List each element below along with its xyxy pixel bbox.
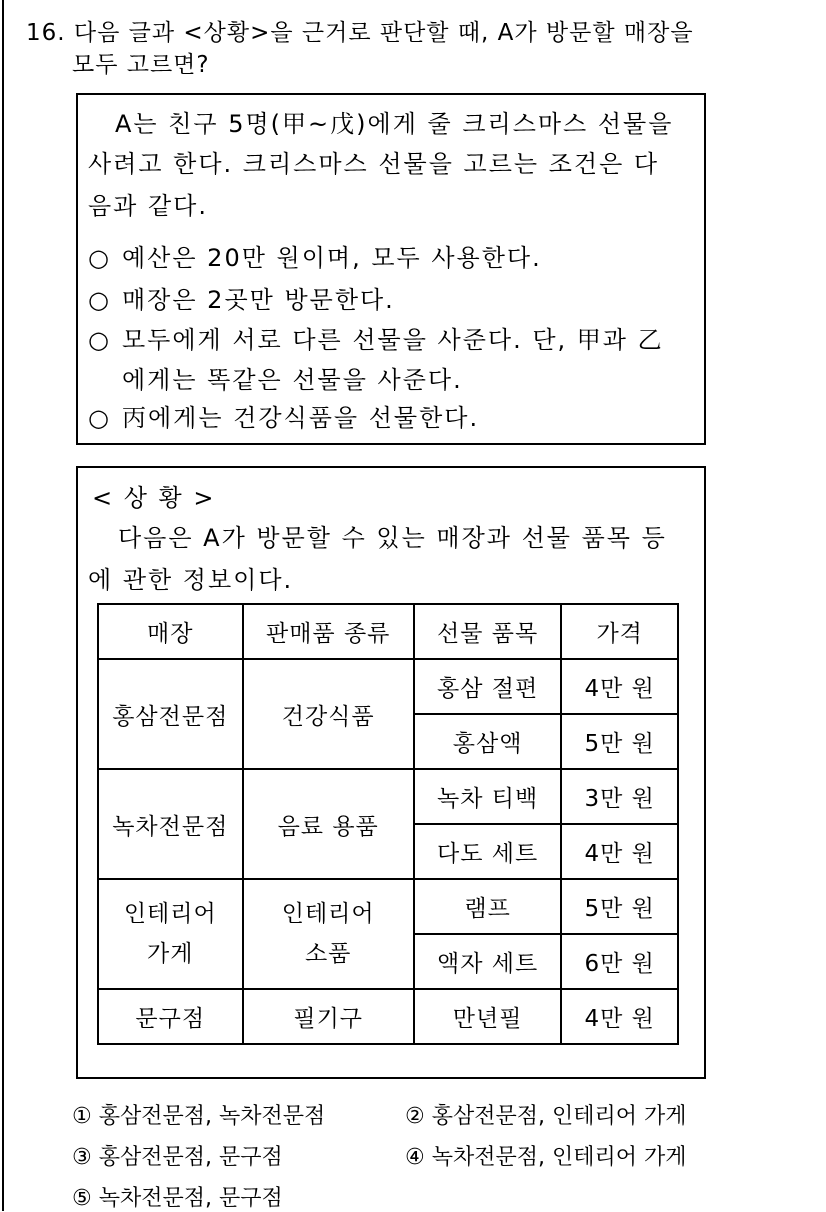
item-cell: 홍삼 절편 bbox=[414, 659, 561, 714]
conditions-intro-line-1: A는 친구 5명(甲~戊)에게 줄 크리스마스 선물을 bbox=[115, 110, 674, 138]
answer-option-1[interactable]: ① 홍삼전문점, 녹차전문점 bbox=[72, 1104, 326, 1129]
column-header: 가격 bbox=[561, 604, 678, 659]
condition-item bbox=[88, 238, 542, 273]
bullet-circle-icon: ○ bbox=[88, 286, 111, 314]
store-name-line-2: 가게 bbox=[147, 941, 194, 967]
answer-option-2[interactable]: ② 홍삼전문점, 인테리어 가게 bbox=[405, 1104, 687, 1129]
answer-option-4[interactable]: ④ 녹차전문점, 인테리어 가게 bbox=[405, 1145, 687, 1170]
bullet-circle-icon: ○ bbox=[88, 244, 111, 272]
store-name-cell bbox=[98, 879, 243, 989]
table-row bbox=[98, 879, 678, 934]
item-cell: 녹차 티백 bbox=[414, 769, 561, 824]
category-line-2: 소품 bbox=[304, 941, 352, 967]
situation-desc-line-2: 에 관한 정보이다. bbox=[88, 566, 294, 594]
category-cell: 건강식품 bbox=[243, 659, 414, 769]
table-row bbox=[98, 769, 678, 824]
condition-text: 丙에게는 건강식품을 선물한다. bbox=[122, 404, 480, 432]
question-number: 16. bbox=[26, 20, 66, 46]
condition-text-continued: 에게는 똑같은 선물을 사준다. bbox=[122, 366, 463, 394]
store-info-table bbox=[97, 603, 679, 1045]
page-left-border bbox=[2, 0, 4, 1211]
item-cell: 액자 세트 bbox=[414, 934, 561, 989]
price-cell: 4만 원 bbox=[561, 989, 678, 1044]
price-cell: 4만 원 bbox=[561, 659, 678, 714]
price-cell: 5만 원 bbox=[561, 879, 678, 934]
question-line-1 bbox=[26, 14, 694, 47]
store-name-cell: 문구점 bbox=[98, 989, 243, 1044]
column-header: 판매품 종류 bbox=[243, 604, 414, 659]
store-name-cell: 녹차전문점 bbox=[98, 769, 243, 879]
condition-text: 모두에게 서로 다른 선물을 사준다. 단, 甲과 乙 bbox=[122, 326, 664, 354]
question-text-line-2: 모두 고르면? bbox=[72, 52, 210, 78]
answer-option-3[interactable]: ③ 홍삼전문점, 문구점 bbox=[72, 1145, 283, 1170]
table-row bbox=[98, 659, 678, 714]
column-header: 매장 bbox=[98, 604, 243, 659]
item-cell: 램프 bbox=[414, 879, 561, 934]
item-cell: 다도 세트 bbox=[414, 824, 561, 879]
store-name-cell: 홍삼전문점 bbox=[98, 659, 243, 769]
bullet-circle-icon: ○ bbox=[88, 404, 111, 432]
situation-desc-line-1: 다음은 A가 방문할 수 있는 매장과 선물 품목 등 bbox=[118, 524, 667, 552]
condition-item bbox=[88, 320, 664, 355]
category-cell: 필기구 bbox=[243, 989, 414, 1044]
category-cell: 음료 용품 bbox=[243, 769, 414, 879]
situation-title: < 상 황 > bbox=[92, 484, 216, 512]
store-name-line-1: 인테리어 bbox=[123, 901, 217, 927]
category-cell bbox=[243, 879, 414, 989]
item-cell: 만년필 bbox=[414, 989, 561, 1044]
answer-option-5[interactable]: ⑤ 녹차전문점, 문구점 bbox=[72, 1186, 283, 1211]
condition-text: 예산은 20만 원이며, 모두 사용한다. bbox=[122, 244, 542, 272]
category-line-1: 인테리어 bbox=[281, 901, 375, 927]
conditions-intro-line-2: 사려고 한다. 크리스마스 선물을 고르는 조건은 다 bbox=[88, 150, 660, 178]
price-cell: 6만 원 bbox=[561, 934, 678, 989]
price-cell: 4만 원 bbox=[561, 824, 678, 879]
table-row bbox=[98, 989, 678, 1044]
item-cell: 홍삼액 bbox=[414, 714, 561, 769]
condition-item bbox=[88, 280, 395, 315]
price-cell: 5만 원 bbox=[561, 714, 678, 769]
table-header-row bbox=[98, 604, 678, 659]
bullet-circle-icon: ○ bbox=[88, 326, 111, 354]
price-cell: 3만 원 bbox=[561, 769, 678, 824]
condition-text: 매장은 2곳만 방문한다. bbox=[122, 286, 395, 314]
condition-item bbox=[88, 398, 479, 433]
conditions-intro-line-3: 음과 같다. bbox=[88, 192, 208, 220]
question-text-line-1: 다음 글과 <상황>을 근거로 판단할 때, A가 방문할 매장을 bbox=[73, 20, 694, 46]
column-header: 선물 품목 bbox=[414, 604, 561, 659]
